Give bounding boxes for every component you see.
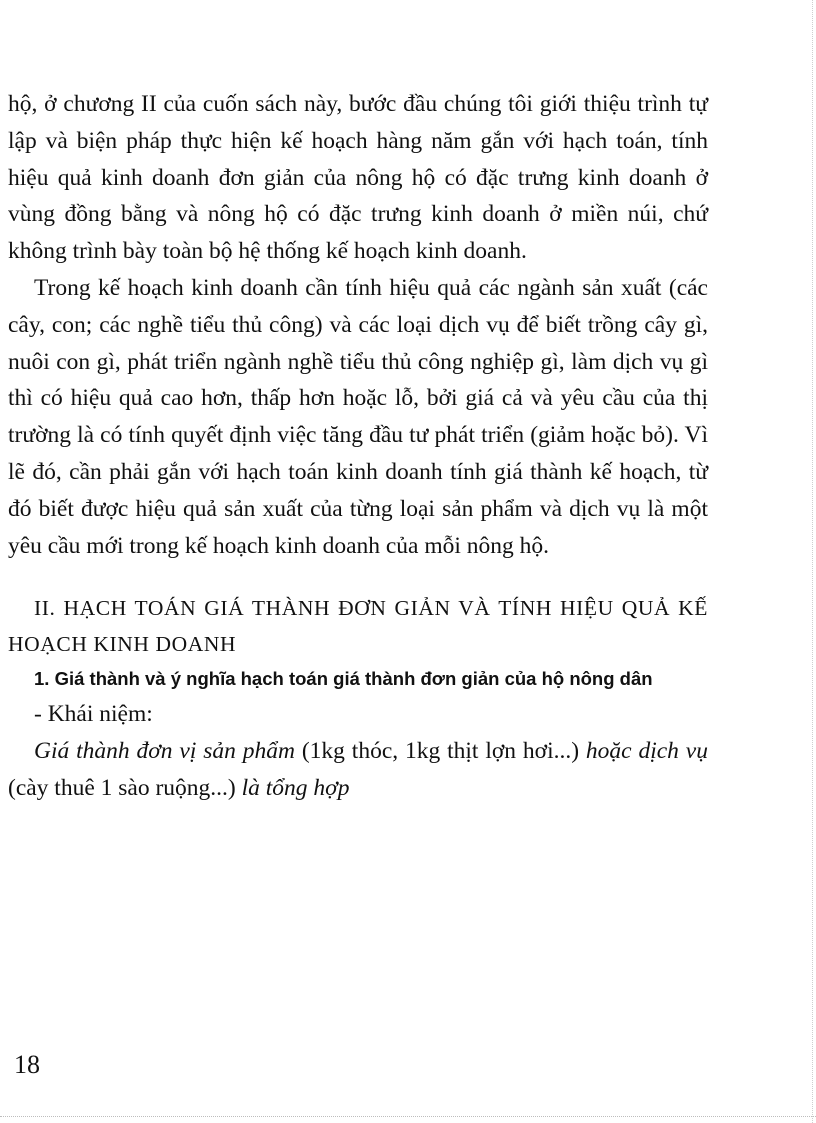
definition-example-products: (1kg thóc, 1kg thịt lợn hơi...)	[294, 738, 586, 765]
sub-heading: 1. Giá thành và ý nghĩa hạch toán giá thành đơn giản của hộ nông dân	[34, 668, 653, 690]
section-spacer	[8, 564, 708, 590]
paragraph-business-plan: Trong kế hoạch kinh doanh cần tính hiệu quả các ngành sản xuất (các cây, con; các nghề tiểu thủ công) và các loại dịch vụ để biết trồng cây gì, nuôi con gì, phát triển ngành nghề tiểu thủ công nghiệp gì, làm dịch vụ gì thì có hiệu quả cao hơn, thấp hơn hoặc lỗ, bởi giá cả và yêu cầu của thị trường là có tính quyết định việc tăng đầu tư phát triển (giảm hoặc bỏ). Vì lẽ đó, cần phải gắn với hạch toán kinh doanh tính giá thành kế hoạch, từ đó biết được hiệu quả sản xuất của từng loại sản phẩm và dịch vụ là một yêu cầu mới trong kế hoạch kinh doanh của mỗi nông hộ.	[8, 274, 708, 559]
scan-right-edge	[812, 0, 813, 1123]
concept-label: - Khái niệm:	[34, 701, 153, 728]
scan-bottom-edge	[0, 1116, 816, 1117]
page-body	[8, 86, 708, 807]
section-heading: II. HẠCH TOÁN GIÁ THÀNH ĐƠN GIẢN VÀ TÍNH HIỆU QUẢ KẾ HOẠCH KINH DOANH	[8, 596, 708, 657]
definition-term-unit-cost: Giá thành đơn vị sản phẩm	[34, 738, 295, 765]
definition-term-total: là tổng hợp	[241, 774, 350, 801]
paragraph-continued: hộ, ở chương II của cuốn sách này, bước đầu chúng tôi giới thiệu trình tự lập và biện pháp thực hiện kế hoạch hàng năm gắn với hạch toán, tính hiệu quả kinh doanh đơn giản của nông hộ có đặc trưng kinh doanh ở vùng đồng bằng và nông hộ có đặc trưng kinh doanh ở miền núi, chứ không trình bày toàn bộ hệ thống kế hoạch kinh doanh.	[8, 91, 708, 265]
definition-paragraph	[8, 733, 708, 807]
page-number: 18	[14, 1050, 40, 1079]
definition-term-service: hoặc dịch vụ	[585, 738, 708, 765]
definition-example-service: (cày thuê 1 sào ruộng...)	[8, 774, 242, 801]
